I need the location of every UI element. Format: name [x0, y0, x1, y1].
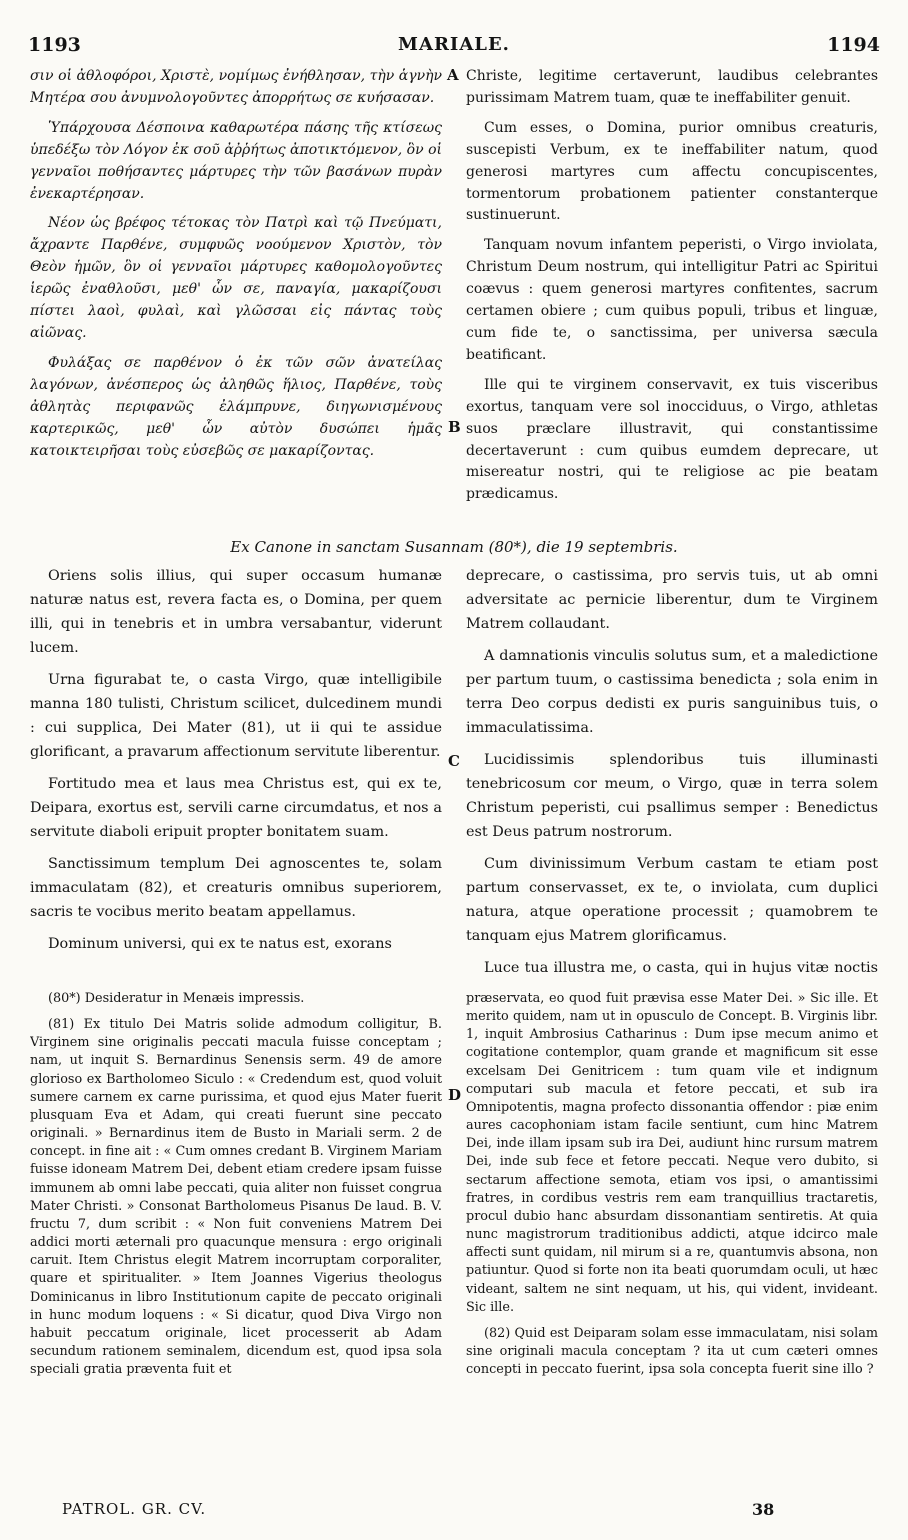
latin-paragraph: Ille qui te virginem conservavit, ex tuis visceribus exortus, tanquam vere sol inocciduus, o Virgo, athletas suos præclare illustravit, qui constantissime decertaverunt : cum quibus eumdem deprecare, ut misereatur nostri, qui te religiose ac pie beatam prædicamus.: [466, 376, 878, 503]
margin-marker-b: B: [448, 418, 461, 436]
latin-paragraph: Cum esses, o Domina, purior omnibus creaturis, suscepisti Verbum, ex te ineffabiliter natum, quod generosi martyres cum affectu concupiscentes, tormentorum probationem patienter constanterque sustinuerunt.: [466, 119, 878, 224]
running-title: MARIALE.: [398, 34, 510, 55]
canon-paragraph: Lucidissimis splendoribus tuis illuminasti tenebricosum cor meum, o Virgo, quæ in terra solem Christum peperisti, cui psallimus semper : Benedictus est Deus patrum nostrorum.: [466, 752, 878, 840]
canon-right-column: [466, 564, 878, 984]
canon-paragraph: Cum divinissimum Verbum castam te etiam post partum conservasset, ex te, o inviolata, cum duplici natura, atque operatione processit ; quamobrem te tanquam ejus Matrem glorificamus.: [466, 856, 878, 944]
running-header: [28, 34, 880, 60]
latin-paragraph: Christe, legitime certaverunt, laudibus celebrantes purissimam Matrem tuam, quæ te ineffabiliter genuit.: [466, 68, 878, 106]
footnotes-left-column: [30, 990, 442, 1490]
canon-paragraph: deprecare, o castissima, pro servis tuis, ut ab omni adversitate ac pernicie liberentur, dum te Virginem Matrem collaudant.: [466, 568, 878, 632]
left-page-number: 1193: [28, 34, 81, 56]
canon-paragraph: Oriens solis illius, qui super occasum humanæ naturæ natus est, revera facta es, o Domina, per quem illi, qui in tenebris et in umbra versabantur, viderunt lucem.: [30, 568, 442, 656]
canon-paragraph: Dominum universi, qui ex te natus est, exorans: [48, 936, 392, 952]
footnote: præservata, eo quod fuit prævisa esse Mater Dei. » Sic ille. Et merito quidem, nam ut in opusculo de Concept. B. Virginis libr. 1, inquit Ambrosius Catharinus : Dum ipse mecum animo et cogitatione contemplor, quam grande et magnificum sit esse excelsam Dei Genitricem : tum quam vile et indignum computari sub macula et fetore peccati, et sub ira Omnipotentis, magna profecto dissonantia offendor : piæ enim aures cacophoniam istam facile sentiunt, cum hinc Matrem Dei, inde illam ipsam sub ira Dei, audiunt hinc rursum matrem Dei, inde sub fece et fetore peccati. Neque vero dubito, si sectarum affectione semota, etiam vos ipsi, o amantissimi fratres, in cordibus vestris rem eam tranquillius tractaretis, procul dubio hanc absurdam dissonantiam sentiretis. At quia nunc magistrorum traditionibus addicti, atque idcirco male affecti sunt quidam, nil mirum si a re, quantumvis absona, non patiuntur. Quod si forte non ita beati quorumdam oculi, ut hæc videant, saltem ne sint nequam, ut his, qui vident, invideant. Sic ille.: [466, 991, 878, 1315]
greek-column: [30, 66, 442, 522]
canon-paragraph: Fortitudo mea et laus mea Christus est, qui ex te, Deipara, exortus est, servili carne circumdatus, et nos a servitute diaboli eripuit propter bonitatem suam.: [30, 776, 442, 840]
canon-paragraph: Urna figurabat te, o casta Virgo, quæ intelligibile manna 180 tulisti, Christum scilicet, dulcedinem mundi : cui supplica, Dei Mater (81), ut ii qui te assidue glorificant, a pravarum affectionum servitute liberentur.: [30, 672, 442, 760]
canon-paragraph: Luce tua illustra me, o casta, qui in hujus vitæ noctis: [484, 960, 878, 976]
footnote: (81) Ex titulo Dei Matris solide admodum colligitur, B. Virginem sine originalis peccati macula fuisse conceptam ; nam, ut inquit S. Bernardinus Senensis serm. 49 de amore glorioso ex Bartholomeo Siculo : « Credendum est, quod voluit sumere carnem ex carne purissima, et quod ejus Mater fuerit plusquam Eva et Adam, qui creati fuerunt sine peccato originali. » Bernardinus item de Busto in Mariali serm. 2 de concept. in fine ait : « Cum omnes credant B. Virginem Mariam fuisse idoneam Matrem Dei, debent etiam credere ipsam fuisse immunem ab omni labe peccati, quia aliter non fuisset congrua Mater Christi. » Consonat Bartholomeus Pisanus De laud. B. V. fructu 7, dum scribit : « Non fuit conveniens Matrem Dei addici morti æternali pro quacunque mensura : ergo originali caruit. Item Christus elegit Matrem incorruptam corporaliter, quare et spiritualiter. » Item Joannes Vigerius theologus Dominicanus in libro Institutionum capite de peccato originali in hunc modum loquens : « Si dicatur, quod Diva Virgo non habuit peccatum originale, licet processerit ab Adam secundum rationem seminalem, dicendum est, quod ipsa sola speciali gratia præventa fuit et: [30, 1017, 442, 1378]
greek-paragraph: σιν οἱ ἀθλοφόροι, Χριστὲ, νομίμως ἐνήθλησαν, τὴν ἁγνὴν Μητέρα σου ἀνυμνολογοῦντες ἀπορρήτως σε κυήσασαν.: [30, 68, 442, 106]
right-page-number: 1194: [827, 34, 880, 56]
latin-paragraph: Tanquam novum infantem peperisti, o Virgo inviolata, Christum Deum nostrum, qui intelligitur Patri ac Spiritui coævus : quem generosi martyres confitentes, sacrum certamen obiere ; cum quibus populi, tribus et linguæ, cum fide te, o sanctissima, per universa sæcula beatificant.: [466, 237, 878, 363]
footnotes-right-column: [466, 990, 878, 1490]
greek-paragraph: Νέον ὡς βρέφος τέτοκας τὸν Πατρὶ καὶ τῷ Πνεύματι, ἄχραντε Παρθένε, συμφυῶς νοούμενον Χριστὸν, τὸν Θεὸν ἡμῶν, ὃν οἱ γενναῖοι μάρτυρες καθομολογοῦντες ἱερῶς ἐναθλοῦσι, μεθ' ὧν σε, παναγία, μακαρίζουσι πίστει λαοὶ, φυλαὶ, καὶ γλῶσσαι εἰς πάντας τοὺς αἰῶνας.: [30, 215, 442, 341]
footnote: (82) Quid est Deiparam solam esse immaculatam, nisi solam sine originali macula conceptam ? ita ut cum cæteri omnes concepti in peccato fuerint, ipsa sola concepta fuerit sine illo ?: [466, 1325, 878, 1378]
greek-paragraph: Ὑπάρχουσα Δέσποινα καθαρωτέρα πάσης τῆς κτίσεως ὑπεδέξω τὸν Λόγον ἐκ σοῦ ἀῤῥήτως ἀποτικτόμενον, ὃν οἱ γενναῖοι ποθήσαντες μάρτυρες τὴν τῶν βασάνων πυρὰν ἐνεκαρτέρησαν.: [30, 119, 442, 202]
margin-marker-d: D: [448, 1086, 462, 1104]
section-heading: Ex Canone in sanctam Susannam (80*), die 19 septembris.: [230, 538, 678, 556]
canon-paragraph: A damnationis vinculis solutus sum, et a maledictione per partum tuum, o castissima benedicta ; sola enim in terra Deo corpus dedisti ex puris sanguinibus tuis, o immaculatissima.: [466, 648, 878, 736]
canon-paragraph: Sanctissimum templum Dei agnoscentes te, solam immaculatam (82), et creaturis omnibus superiorem, sacris te vocibus merito beatam appellamus.: [30, 856, 442, 920]
canon-left-column: [30, 564, 442, 984]
margin-marker-c: C: [448, 752, 460, 770]
signature-mark: PATROL. GR. CV.: [62, 1500, 207, 1518]
greek-paragraph: Φυλάξας σε παρθένον ὁ ἐκ τῶν σῶν ἀνατείλας λαγόνων, ἀνέσπερος ὡς ἀληθῶς ἥλιος, Παρθένε, τοὺς ἀθλητὰς περιφανῶς ἐλάμπρυνε, διηγωνισμένους καρτερικῶς, μεθ' ὧν αὐτὸν δυσώπει ἡμᾶς κατοικτειρῆσαι τοὺς εὐσεβῶς σε μακαρίζοντας.: [30, 354, 442, 459]
margin-marker-a: A: [447, 66, 459, 84]
signature-number: 38: [752, 1500, 775, 1519]
footnote: (80*) Desideratur in Menæis impressis.: [48, 991, 305, 1006]
latin-translation-column: [466, 66, 878, 526]
